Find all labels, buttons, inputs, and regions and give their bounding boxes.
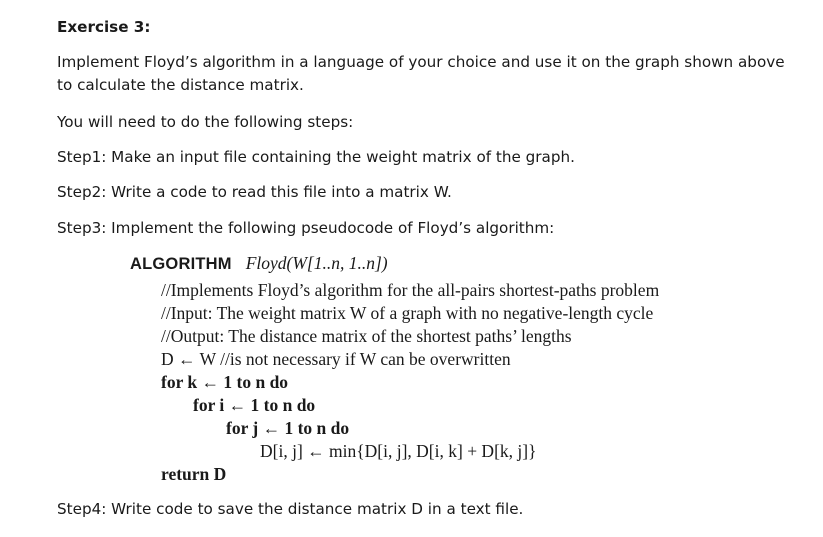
algorithm-update: D[i, j] ← min{D[i, j], D[i, k] + D[k, j]} [260, 441, 537, 461]
step-3: Step3: Implement the following pseudocode of Floyd’s algorithm: [57, 219, 555, 237]
algorithm-comment-1: //Implements Floyd’s algorithm for the all-pairs shortest-paths problem [161, 280, 660, 300]
algorithm-comment-2: //Input: The weight matrix W of a graph with no negative-length cycle [161, 303, 654, 323]
algorithm-return: return D [161, 464, 227, 484]
algorithm-keyword: ALGORITHM [130, 255, 232, 273]
algorithm-loop-j: for j ← 1 to n do [226, 418, 350, 438]
step-1: Step1: Make an input file containing the weight matrix of the graph. [57, 148, 575, 166]
steps-intro: You will need to do the following steps: [57, 113, 354, 131]
algorithm-loop-i: for i ← 1 to n do [193, 395, 316, 415]
step-4: Step4: Write code to save the distance matrix D in a text file. [57, 500, 524, 518]
exercise-paragraph-line1: Implement Floyd’s algorithm in a language of your choice and use it on the graph shown above [57, 53, 785, 71]
step-2: Step2: Write a code to read this file into a matrix W. [57, 183, 452, 201]
algorithm-pseudocode [130, 252, 730, 492]
algorithm-assign-line: D ← W //is not necessary if W can be overwritten [161, 349, 511, 369]
exercise-paragraph-line2: to calculate the distance matrix. [57, 76, 304, 94]
algorithm-comment-3: //Output: The distance matrix of the shortest paths’ lengths [161, 326, 572, 346]
algorithm-header [130, 252, 388, 275]
exercise-title: Exercise 3: [57, 18, 151, 36]
algorithm-signature: Floyd(W[1..n, 1..n]) [245, 253, 388, 273]
algorithm-loop-k: for k ← 1 to n do [161, 372, 289, 392]
